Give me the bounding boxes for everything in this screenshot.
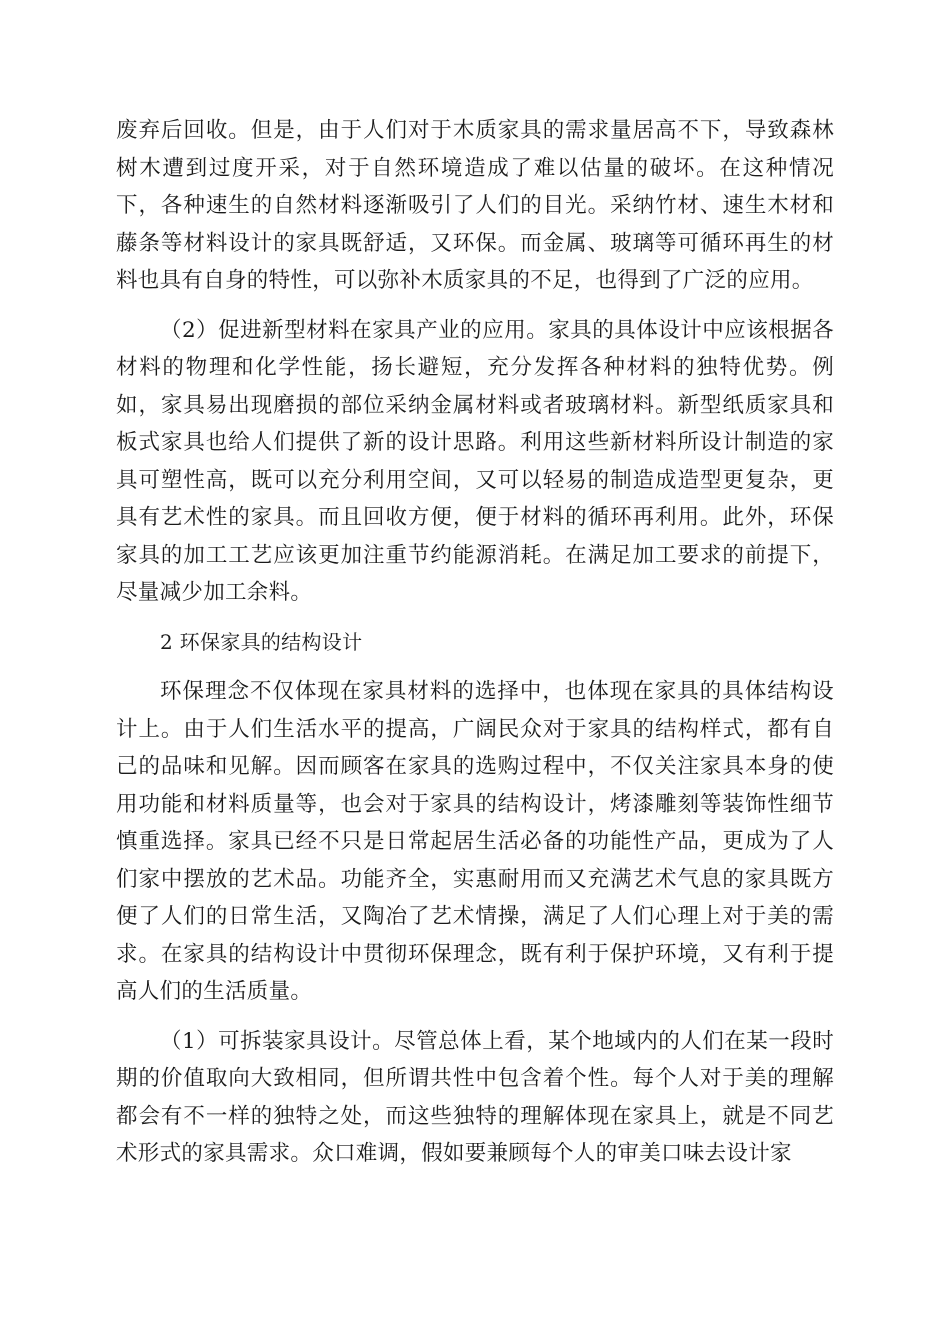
section-heading: 2 环保家具的结构设计 [160, 629, 363, 654]
paragraph-gap [116, 612, 834, 624]
paragraph-new-materials: （2）促进新型材料在家具产业的应用。家具的具体设计中应该根据各材料的物理和化学性能，扬长避短，充分发挥各种材料的独特优势。例如，家具易出现磨损的部位采纳金属材料或者玻璃材料。新型纸质家具和板式家具也给人们提供了新的设计思路。利用这些新材料所设计制造的家具可塑性高，既可以充分利用空间，又可以轻易的制造成造型更复杂，更具有艺术性的家具。而且回收方便，便于材料的循环再利用。此外，环保家具的加工工艺应该更加注重节约能源消耗。在满足加工要求的前提下，尽量减少加工余料。 [116, 317, 834, 605]
paragraph-material-recycling: 废弃后回收。但是，由于人们对于木质家具的需求量居高不下，导致森林树木遭到过度开采，对于自然环境造成了难以估量的破坏。在这种情况下，各种速生的自然材料逐渐吸引了人们的目光。采纳竹材、速生木材和藤条等材料设计的家具既舒适，又环保。而金属、玻璃等可循环再生的材料也具有自身的特性，可以弥补木质家具的不足，也得到了广泛的应用。 [116, 118, 834, 293]
paragraph-gap [116, 661, 834, 673]
paragraph-gap [116, 300, 834, 312]
document-body [116, 112, 834, 1173]
paragraph-detachable-furniture: （1）可拆装家具设计。尽管总体上看，某个地域内的人们在某一段时期的价值取向大致相同，但所谓共性中包含着个性。每个人对于美的理解都会有不一样的独特之处，而这些独特的理解体现在家具上，就是不同艺术形式的家具需求。众口难调，假如要兼顾每个人的审美口味去设计家 [116, 1028, 834, 1166]
paragraph-gap [116, 1011, 834, 1023]
paragraph-structure-design: 环保理念不仅体现在家具材料的选择中，也体现在家具的具体结构设计上。由于人们生活水平的提高，广阔民众对于家具的结构样式，都有自己的品味和见解。因而顾客在家具的选购过程中，不仅关注家具本身的使用功能和材料质量等，也会对于家具的结构设计，烤漆雕刻等装饰性细节慎重选择。家具已经不只是日常起居生活必备的功能性产品，更成为了人们家中摆放的艺术品。功能齐全，实惠耐用而又充满艺术气息的家具既方便了人们的日常生活，又陶冶了艺术情操，满足了人们心理上对于美的需求。在家具的结构设计中贯彻环保理念，既有利于保护环境，又有利于提高人们的生活质量。 [116, 679, 834, 1004]
